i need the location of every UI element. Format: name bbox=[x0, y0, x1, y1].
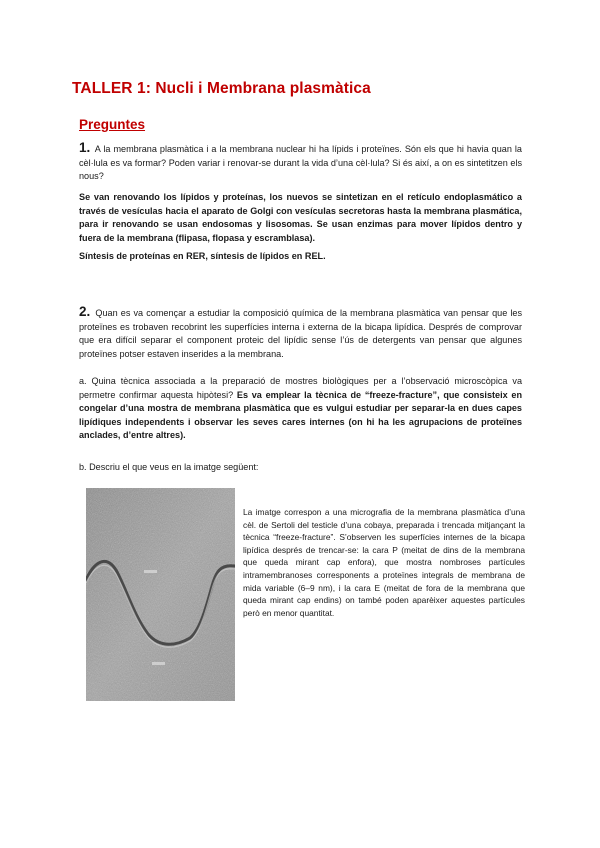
question-2-number: 2. bbox=[79, 304, 91, 319]
answer-2a: Es va emplear la tècnica de “freeze-fracture”, que consisteix en congelar d’una mostra de membrana plasmàtica que es vulgui estudiar per separar-la en dues capes lipídiques independents i observar les seves cares internes (on hi ha les agrupacions de proteïnes anclades, d’entre altres). bbox=[79, 389, 522, 441]
question-2a bbox=[79, 375, 522, 443]
answer-1-note: Síntesis de proteínas en RER, síntesis de lípidos en REL. bbox=[79, 251, 326, 261]
question-2a-text: a. Quina tècnica associada a la preparació de mostres biològiques per a l’observació microscòpica va permetre confirmar aquesta hipòtesi? bbox=[79, 376, 522, 400]
answer-1: Se van renovando los lípidos y proteínas, los nuevos se sintetizan en el retículo endoplasmático a través de vesículas hacia el aparato de Golgi con vesículas secretoras hasta la membrana plasmática, para ir renovando se usan endosomas y lisosomas. Se usan enzimas para mover lípidos dentro y fuera de la membrana (flipasa, flopasa y escramblasa). bbox=[79, 192, 522, 243]
question-2-text: Quan es va començar a estudiar la composició química de la membrana plasmàtica van pensar que les proteïnes es trobaven recobrint les superfícies interna i externa de la bicapa lipídica. Després de comprovar que era difícil separar el component proteic del lipídic sense l’ús de detergents van pensar que algunes proteïnes potser estaven inserides a la membrana. bbox=[79, 308, 523, 359]
question-1-text: A la membrana plasmàtica i a la membrana nuclear hi ha lípids i proteïnes. Són els que hi havia quan la cèl·lula es va formar? Poden variar i renovar-se durant la vida d’una cèl·lula? Si és així, a on es sintetitzen els nous? bbox=[79, 144, 522, 182]
question-2 bbox=[79, 305, 522, 361]
micrograph-description: La imatge correspon a una micrografia de la membrana plasmàtica d’una cèl. de Sertoli del testicle d’una cobaya, preparada i trencada mitjançant la tècnica “freeze-fracture”. S’observen les superfícies internes de la bicapa lipídica després de trencar-se: la cara P (meitat de dins de la membrana que queda mirant cap enfora), que mostra nombroses partícules intramembranoses corresponents a proteïnes integrals de membrana de mida variable (6–9 nm), i la cara E (meitat de fora de la membrana que queda mirant cap endins) on també poden aparèixer aquestes partícules però en menor quantitat. bbox=[243, 507, 525, 618]
question-1-number: 1. bbox=[79, 140, 91, 155]
section-heading: Preguntes bbox=[79, 117, 146, 132]
freeze-fracture-micrograph bbox=[86, 488, 235, 701]
question-1 bbox=[79, 141, 522, 184]
question-2b: b. Descriu el que veus en la imatge següent: bbox=[79, 462, 259, 472]
page-title: TALLER 1: Nucli i Membrana plasmàtica bbox=[72, 80, 371, 97]
